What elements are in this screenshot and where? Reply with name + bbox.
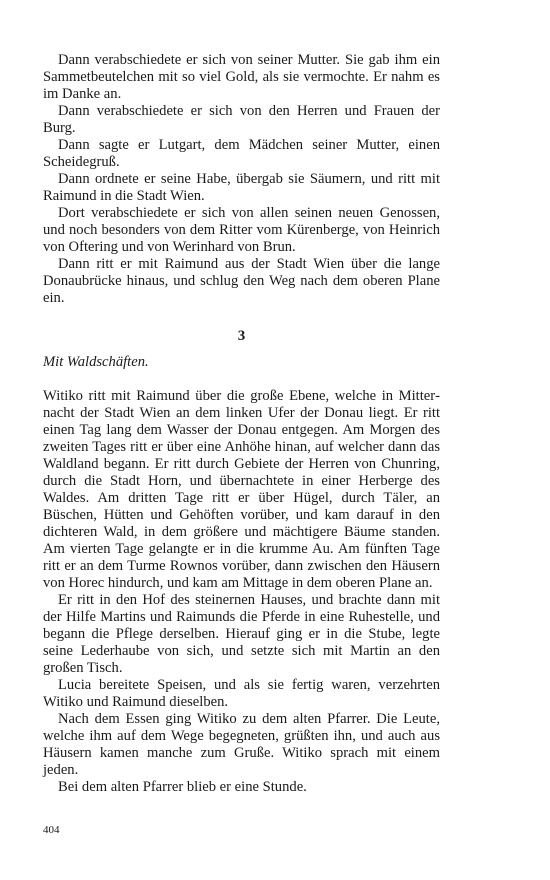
- paragraph: Lucia bereitete Speisen, und als sie fertig waren, verzehrten Witiko und Raimund dieselben.: [43, 677, 440, 710]
- top-text-block: [43, 52, 440, 307]
- paragraph: Witiko ritt mit Raimund über die große Ebene, welche in Mitternacht der Stadt Wien an dem linken Ufer der Donau liegt. Er ritt einen Tag lang dem Wasser der Donau entgegen. Am Morgen des zweiten Tages ritt er über eine Anhöhe hinan, auf welcher dann das Waldland begann. Er ritt durch Gebiete der Herren von Chunring, durch die Stadt Horn, und übernachtete in einer Herberge des Waldes. Am dritten Tage ritt er über Hügel, durch Täler, an Büschen, Hütten und Gehöften vorüber, und kam darauf in den dichteren Wald, in dem größere und mächtigere Bäume standen. Am vierten Tage gelangte er in die krumme Au. Am fünften Tage ritt er an dem Turme Rownos vorüber, dann zwischen den Häusern von Horec hindurch, und kam am Mittage in dem oberen Plane an.: [43, 388, 440, 591]
- paragraph: Er ritt in den Hof des steinernen Hauses, und brachte dann mit der Hilfe Martins und Raimunds die Pferde in eine Ruhestelle, und begann die Pflege derselben. Hierauf ging er in die Stube, legte seine Lederhaube von sich, und setzte sich mit Martin an den großen Tisch.: [43, 592, 440, 676]
- paragraph: Nach dem Essen ging Witiko zu dem alten Pfarrer. Die Leute, welche ihm auf dem Wege begegneten, grüßten ihn, und auch aus Häusern kamen manche zum Gruße. Witiko sprach mit einem jeden.: [43, 711, 440, 778]
- page-number: 404: [43, 824, 60, 836]
- paragraph: Dann ritt er mit Raimund aus der Stadt Wien über die lange Donaubrücke hinaus, und schlug den Weg nach dem oberen Plane ein.: [43, 256, 440, 306]
- paragraph: Dort verabschiedete er sich von allen seinen neuen Genossen, und noch besonders von dem Ritter vom Kürenberge, von Heinrich von Oftering und von Werinhard von Brun.: [43, 205, 440, 255]
- paragraph: Bei dem alten Pfarrer blieb er eine Stunde.: [58, 779, 307, 795]
- chapter-number: 3: [237, 328, 246, 344]
- paragraph: Dann sagte er Lutgart, dem Mädchen seiner Mutter, einen Scheidegruß.: [43, 137, 440, 170]
- paragraph: Dann ordnete er seine Habe, übergab sie Säumern, und ritt mit Raimund in die Stadt Wien.: [43, 171, 440, 204]
- bottom-text-block: [43, 388, 440, 796]
- paragraph: Dann verabschiedete er sich von seiner Mutter. Sie gab ihm ein Sammetbeutelchen mit so viel Gold, als sie vermochte. Er nahm es im Danke an.: [43, 52, 440, 102]
- chapter-title: Mit Waldschäften.: [43, 354, 149, 370]
- paragraph: Dann verabschiedete er sich von den Herren und Frauen der Burg.: [43, 103, 440, 136]
